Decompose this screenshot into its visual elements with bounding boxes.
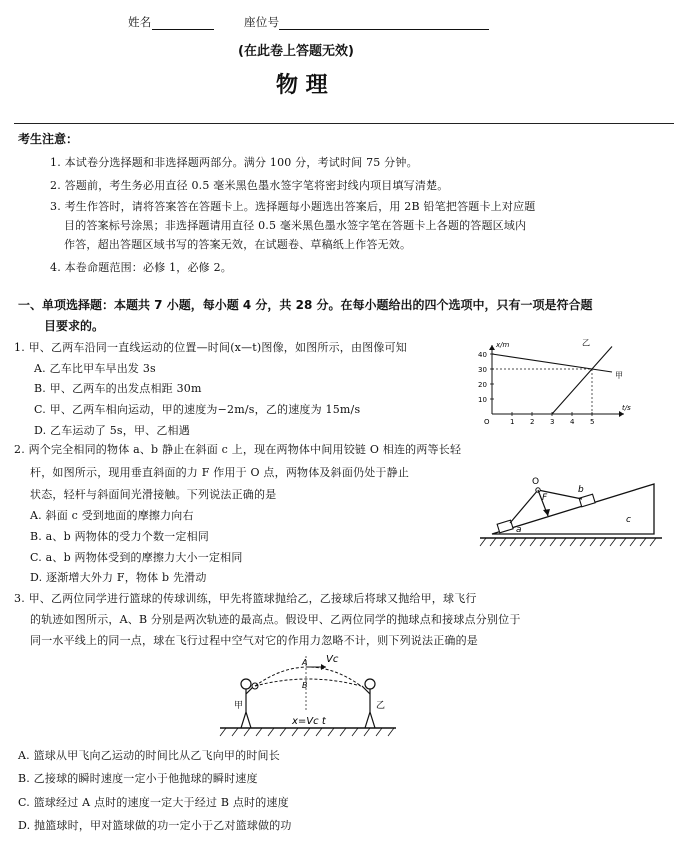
series-jia-label: 甲 (615, 371, 623, 380)
q3-option-d: D. 抛篮球时，甲对篮球做的功一定小于乙对篮球做的功 (18, 819, 292, 832)
series-yi-line (552, 347, 612, 415)
instruction-item-1: 1. 本试卷分选择题和非选择题两部分。满分 100 分，考试时间 75 分钟。 (50, 156, 418, 169)
label-f: F (542, 493, 548, 503)
block-b (579, 494, 595, 507)
y-tick-label: 20 (478, 381, 487, 389)
q3-option-a: A. 篮球从甲飞向乙运动的时间比从乙飞向甲的时间长 (18, 749, 280, 762)
instruction-item-4: 4. 本卷命题范围：必修 1，必修 2。 (50, 261, 232, 274)
q2-option-b: B. a、b 两物体的受力个数一定相同 (30, 530, 209, 543)
q2-stem-3: 状态，轻杆与斜面间光滑接触。下列说法正确的是 (30, 488, 277, 501)
label-b: b (578, 485, 584, 495)
header-divider (14, 123, 674, 124)
label-o: O (532, 477, 540, 487)
q1-option-b: B. 甲、乙两车的出发点相距 30m (34, 382, 202, 395)
x-tick-label: 3 (550, 418, 555, 426)
q2-incline-figure (476, 470, 686, 550)
section-title: 一、单项选择题：本题共 7 小题，每小题 4 分，共 28 分。在每小题给出的四个选项中，只有一项是符合题 (18, 298, 593, 312)
label-a-point: A (302, 658, 308, 667)
ground (220, 728, 396, 736)
subject-title: 物 理 (276, 73, 328, 98)
series-yi-label: 乙 (582, 338, 590, 348)
x-axis-label: t/s (622, 404, 631, 412)
y-tick-label: 10 (478, 396, 487, 404)
x-tick-label: 2 (530, 418, 535, 426)
y-axis-arrowhead (489, 345, 495, 350)
origin-label: O (484, 418, 490, 426)
q1-option-c: C. 甲、乙两车相向运动，甲的速度为−2m/s，乙的速度为 15m/s (34, 403, 361, 416)
q3-stem-1: 3. 甲、乙两位同学进行篮球的传球训练，甲先将篮球抛给乙，乙接球后将球又抛给甲，球飞行 (14, 592, 477, 605)
q3-stem-2: 的轨迹如图所示，A、B 分别是两次轨迹的最高点。假设甲、乙两位同学的抛球点和接球点分别位于 (30, 613, 521, 626)
label-a: a (516, 525, 522, 535)
instruction-item-2: 2. 答题前，考生务必用直径 0.5 毫米黑色墨水签字笔将密封线内项目填写清楚。 (50, 179, 449, 192)
section-title-cont: 目要求的。 (44, 319, 105, 333)
ground (480, 538, 662, 546)
force-f-arrowhead (543, 509, 550, 516)
x-tick-label: 4 (570, 418, 575, 426)
name-blank (152, 29, 214, 30)
answer-notice: (在此卷上答题无效) (238, 44, 354, 59)
seat-label: 座位号 (244, 15, 280, 29)
x-tick-label: 1 (510, 418, 515, 426)
q3-option-c: C. 篮球经过 A 点时的速度一定大于经过 B 点时的速度 (18, 796, 289, 809)
trajectory-a (255, 667, 361, 686)
q3-stem-3: 同一水平线上的同一点，球在飞行过程中空气对它的作用力忽略不计，则下列说法正确的是 (30, 634, 478, 647)
instructions-title: 考生注意： (18, 132, 79, 146)
q1-option-d: D. 乙车运动了 5s，甲、乙相遇 (34, 424, 190, 437)
label-b-point: B (302, 681, 308, 690)
seat-field (244, 14, 489, 30)
handwritten-equation: x=Vc t (292, 716, 326, 727)
rod-left (510, 490, 538, 523)
q3-option-b: B. 乙接球的瞬时速度一定小于他抛球的瞬时速度 (18, 772, 258, 785)
q1-xt-graph (470, 338, 686, 438)
instruction-item-3-line3: 作答，超出答题区域书写的答案无效，在试题卷、草稿纸上作答无效。 (64, 238, 412, 251)
q2-stem-1: 2. 两个完全相同的物体 a、b 静止在斜面 c 上，现在两物体中间用铰链 O 相连的两等长轻 (14, 443, 462, 456)
y-axis-label: x/m (496, 341, 510, 349)
label-yi: 乙 (376, 701, 386, 711)
player-yi (362, 679, 375, 728)
label-c: c (626, 515, 631, 525)
trajectory-b (255, 679, 361, 686)
y-tick-label: 30 (478, 366, 487, 374)
name-label: 姓名 (128, 15, 152, 29)
instruction-item-3-line2: 目的答案标号涂黑；非选择题请用直径 0.5 毫米黑色墨水签字笔在答题卡上各题的答题区域内 (64, 219, 527, 232)
q2-option-a: A. 斜面 c 受到地面的摩擦力向右 (30, 509, 194, 522)
q1-stem: 1. 甲、乙两车沿同一直线运动的位置—时间(x—t)图像，如图所示，由图像可知 (14, 341, 407, 354)
x-tick-label: 5 (590, 418, 595, 426)
q2-option-c: C. a、b 两物体受到的摩擦力大小一定相同 (30, 551, 243, 564)
instruction-item-3: 3. 考生作答时，请将答案答在答题卡上。选择题每小题选出答案后，用 2B 铅笔把答题卡上对应题 (50, 200, 536, 213)
q2-stem-2: 杆，如图所示，现用垂直斜面的力 F 作用于 O 点，两物体及斜面仍处于静止 (30, 466, 410, 479)
name-field (128, 14, 214, 30)
seat-blank (279, 29, 489, 30)
q3-basketball-figure (210, 650, 410, 740)
q2-option-d: D. 逐渐增大外力 F，物体 b 先滑动 (30, 571, 207, 584)
q1-option-a: A. 乙车比甲车早出发 3s (34, 362, 156, 375)
y-tick-label: 40 (478, 351, 487, 359)
handwritten-velocity: Vc (326, 654, 339, 665)
label-jia: 甲 (234, 701, 244, 711)
